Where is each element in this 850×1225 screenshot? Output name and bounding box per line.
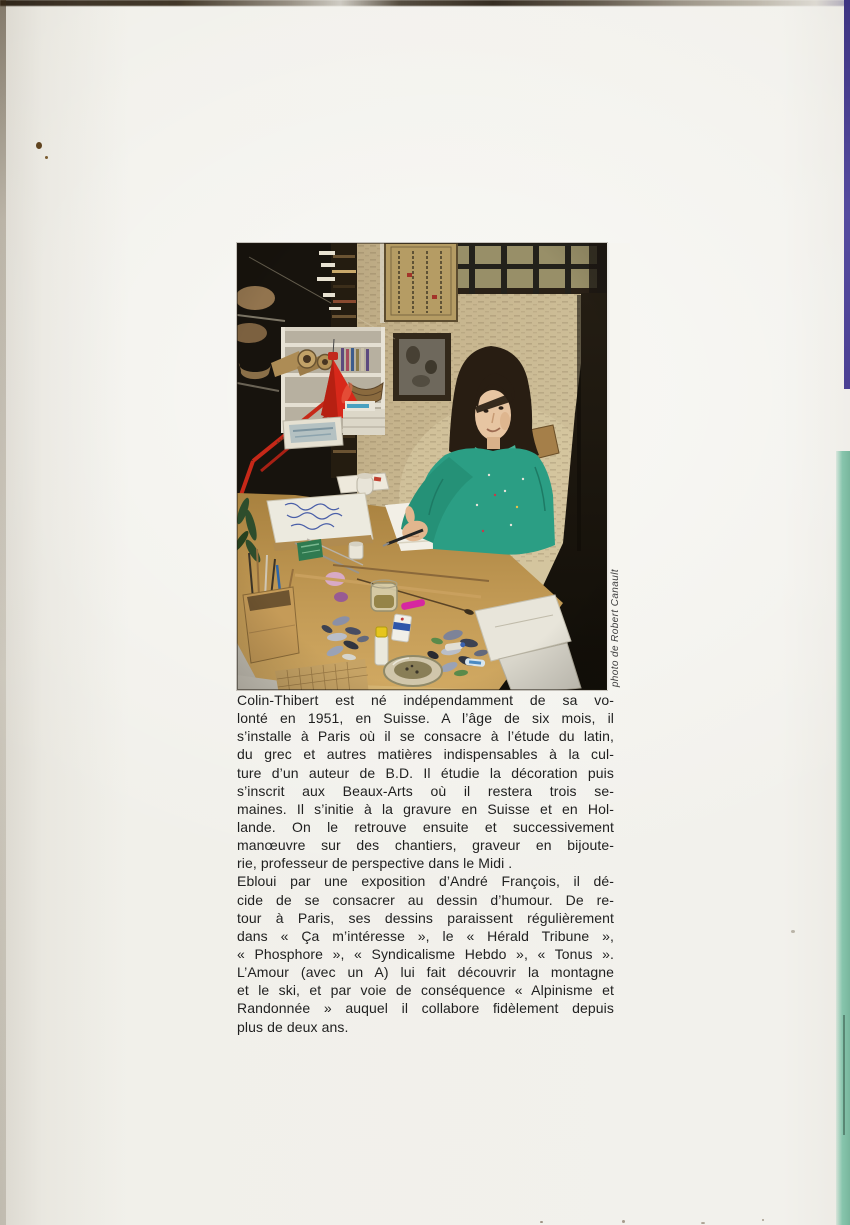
bio-line: s’inscrit aux Beaux-Arts où il restera trois se- bbox=[237, 782, 614, 799]
paper-speck bbox=[701, 1222, 705, 1224]
paper-speck bbox=[36, 142, 42, 149]
bio-line: du grec et autres matières indispensables à la cul- bbox=[237, 746, 614, 763]
bio-line: L’Amour (avec un A) lui fait découvrir la montagne bbox=[237, 964, 614, 981]
bio-line: ture d’un auteur de B.D. Il étudie la décoration puis bbox=[237, 764, 614, 781]
studio-photo bbox=[237, 243, 607, 690]
photo-caption-strip bbox=[607, 243, 630, 690]
bio-line: Ebloui par une exposition d’André François, il dé- bbox=[237, 873, 614, 890]
right-edge-purple-strip bbox=[844, 0, 850, 389]
paper-speck bbox=[540, 1221, 543, 1223]
bio-line: plus de deux ans. bbox=[237, 1018, 349, 1035]
bio-line: lande. On le retrouve ensuite et successivement bbox=[237, 818, 614, 835]
right-edge-dark-line bbox=[843, 1015, 845, 1135]
bio-line: Randonnée » auquel il collabore fidèlement depuis bbox=[237, 1000, 614, 1017]
bio-line: s’installe à Paris où il se consacre à l’étude du latin, bbox=[237, 728, 614, 745]
biography-text bbox=[237, 691, 614, 1036]
bio-line: manœuvre sur des chantiers, graveur en bijoute- bbox=[237, 837, 614, 854]
bio-line: maines. Il s’initie à la gravure en Suisse et en Hol- bbox=[237, 800, 614, 817]
bio-line: cide de se consacrer au dessin d’humour. De re- bbox=[237, 891, 614, 908]
bio-line: dans « Ça m’intéresse », le « Hérald Tribune », bbox=[237, 927, 614, 944]
bio-line: tour à Paris, ses dessins paraissent régulièrement bbox=[237, 909, 614, 926]
bio-line: lonté en 1951, en Suisse. A l’âge de six mois, il bbox=[237, 710, 614, 727]
paper-speck bbox=[622, 1220, 625, 1223]
paper-speck bbox=[762, 1219, 764, 1221]
bio-line: « Phosphore », « Syndicalisme Hebdo », « Tonus ». bbox=[237, 945, 614, 962]
paper-speck bbox=[791, 930, 795, 933]
bio-line: et le ski, et par voie de conséquence « Alpinisme et bbox=[237, 982, 614, 999]
page-top-edge-shadow bbox=[0, 0, 850, 6]
bio-line: rie, professeur de perspective dans le Midi . bbox=[237, 855, 513, 872]
photo-credit: photo de Robert Canault bbox=[610, 568, 621, 687]
page-left-edge-shadow bbox=[0, 0, 6, 1225]
left-page-shading bbox=[0, 0, 130, 1225]
paper-speck bbox=[45, 156, 48, 159]
bio-line: Colin-Thibert est né indépendamment de sa vo- bbox=[237, 692, 614, 708]
